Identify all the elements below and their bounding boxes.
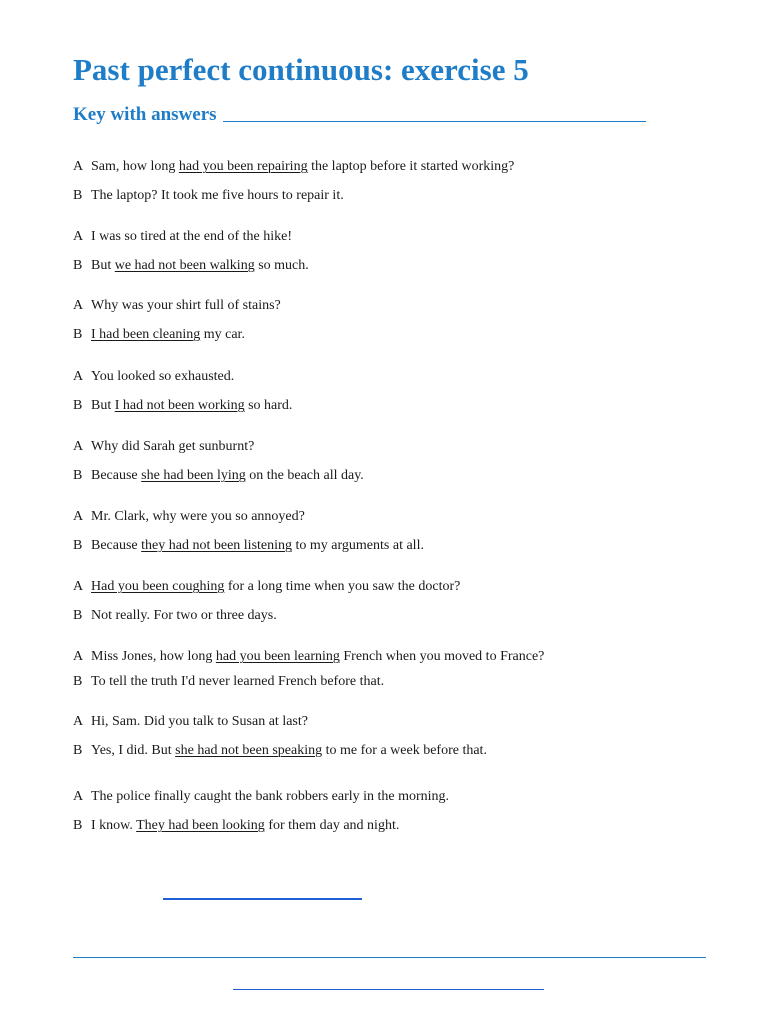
speaker-label: A (73, 229, 84, 244)
speaker-label: B (73, 818, 83, 833)
dialogue-line-b (73, 742, 487, 760)
subtitle-underline (223, 121, 646, 122)
subtitle: Key with answers (73, 104, 217, 125)
dialogue-line-b (73, 326, 245, 344)
answer-text: They had been looking (136, 818, 265, 833)
sentence-text: Because (91, 468, 142, 483)
sentence-text: on the beach all day. (245, 468, 364, 483)
sentence-text: But (91, 258, 115, 273)
answer-text: had you been repairing (178, 159, 308, 174)
sentence-text: my car. (200, 327, 245, 342)
sentence-text: Because (91, 538, 142, 553)
speaker-label: A (73, 649, 84, 664)
hyperlink-underline[interactable] (163, 898, 362, 900)
answer-text: she had been lying (141, 468, 246, 483)
speaker-label: B (73, 258, 83, 273)
sentence-text: But (91, 398, 115, 413)
dialogue-line-b (73, 257, 309, 275)
speaker-label: B (73, 327, 83, 342)
dialogue-line-b (73, 817, 399, 835)
sentence-text: Miss Jones, how long (91, 649, 216, 664)
sentence-text: for a long time when you saw the doctor? (224, 579, 461, 594)
sentence-text: to my arguments at all. (292, 538, 424, 553)
sentence-text: Not really. For two or three days. (91, 608, 277, 623)
speaker-label: A (73, 298, 84, 313)
sentence-text: Sam, how long (91, 159, 179, 174)
sentence-text: You looked so exhausted. (91, 369, 235, 384)
sentence-text: to me for a week before that. (322, 743, 487, 758)
dialogue-line-b (73, 673, 384, 691)
sentence-text: Hi, Sam. Did you talk to Susan at last? (91, 714, 308, 729)
sentence-text: French when you moved to France? (339, 649, 545, 664)
sentence-text: I know. (91, 818, 137, 833)
speaker-label: B (73, 398, 83, 413)
speaker-label: B (73, 608, 83, 623)
sentence-text: The police finally caught the bank robbers early in the morning. (91, 789, 450, 804)
dialogue-line-b (73, 607, 277, 625)
answer-text: they had not been listening (141, 538, 293, 553)
sentence-text: Why did Sarah get sunburnt? (91, 439, 255, 454)
sentence-text: so much. (254, 258, 309, 273)
sentence-text: I was so tired at the end of the hike! (91, 229, 292, 244)
dialogue-line-a (73, 368, 234, 386)
dialogue-line-b (73, 467, 364, 485)
speaker-label: A (73, 714, 84, 729)
speaker-label: A (73, 439, 84, 454)
sentence-text: for them day and night. (264, 818, 400, 833)
speaker-label: A (73, 509, 84, 524)
footer-link-underline[interactable] (233, 989, 544, 990)
sentence-text: so hard. (244, 398, 293, 413)
answer-text: I had not been working (114, 398, 245, 413)
sentence-text: Why was your shirt full of stains? (91, 298, 281, 313)
speaker-label: B (73, 188, 83, 203)
dialogue-line-a (73, 508, 305, 526)
speaker-label: A (73, 369, 84, 384)
speaker-label: A (73, 159, 84, 174)
dialogue-line-b (73, 187, 344, 205)
speaker-label: A (73, 789, 84, 804)
dialogue-line-a (73, 578, 460, 596)
answer-text: we had not been walking (114, 258, 255, 273)
answer-text: had you been learning (215, 649, 340, 664)
dialogue-line-a (73, 158, 514, 176)
answer-text: Had you been coughing (91, 579, 225, 594)
dialogue-line-b (73, 397, 292, 415)
footer-divider (73, 957, 706, 958)
speaker-label: B (73, 468, 83, 483)
sentence-text: Mr. Clark, why were you so annoyed? (91, 509, 305, 524)
dialogue-line-a (73, 788, 449, 806)
dialogue-line-a (73, 297, 281, 315)
dialogue-line-a (73, 438, 254, 456)
speaker-label: B (73, 538, 83, 553)
dialogue-line-a (73, 713, 308, 731)
speaker-label: B (73, 674, 83, 689)
sentence-text: The laptop? It took me five hours to repair it. (91, 188, 344, 203)
answer-text: I had been cleaning (91, 327, 201, 342)
dialogue-line-b (73, 537, 424, 555)
speaker-label: B (73, 743, 83, 758)
subtitle-row (73, 101, 646, 127)
sentence-text: the laptop before it started working? (307, 159, 515, 174)
sentence-text: Yes, I did. But (91, 743, 176, 758)
page-title: Past perfect continuous: exercise 5 (73, 52, 529, 87)
answer-text: she had not been speaking (175, 743, 323, 758)
sentence-text: To tell the truth I'd never learned French before that. (91, 674, 385, 689)
dialogue-line-a (73, 648, 544, 666)
speaker-label: A (73, 579, 84, 594)
dialogue-line-a (73, 228, 292, 246)
